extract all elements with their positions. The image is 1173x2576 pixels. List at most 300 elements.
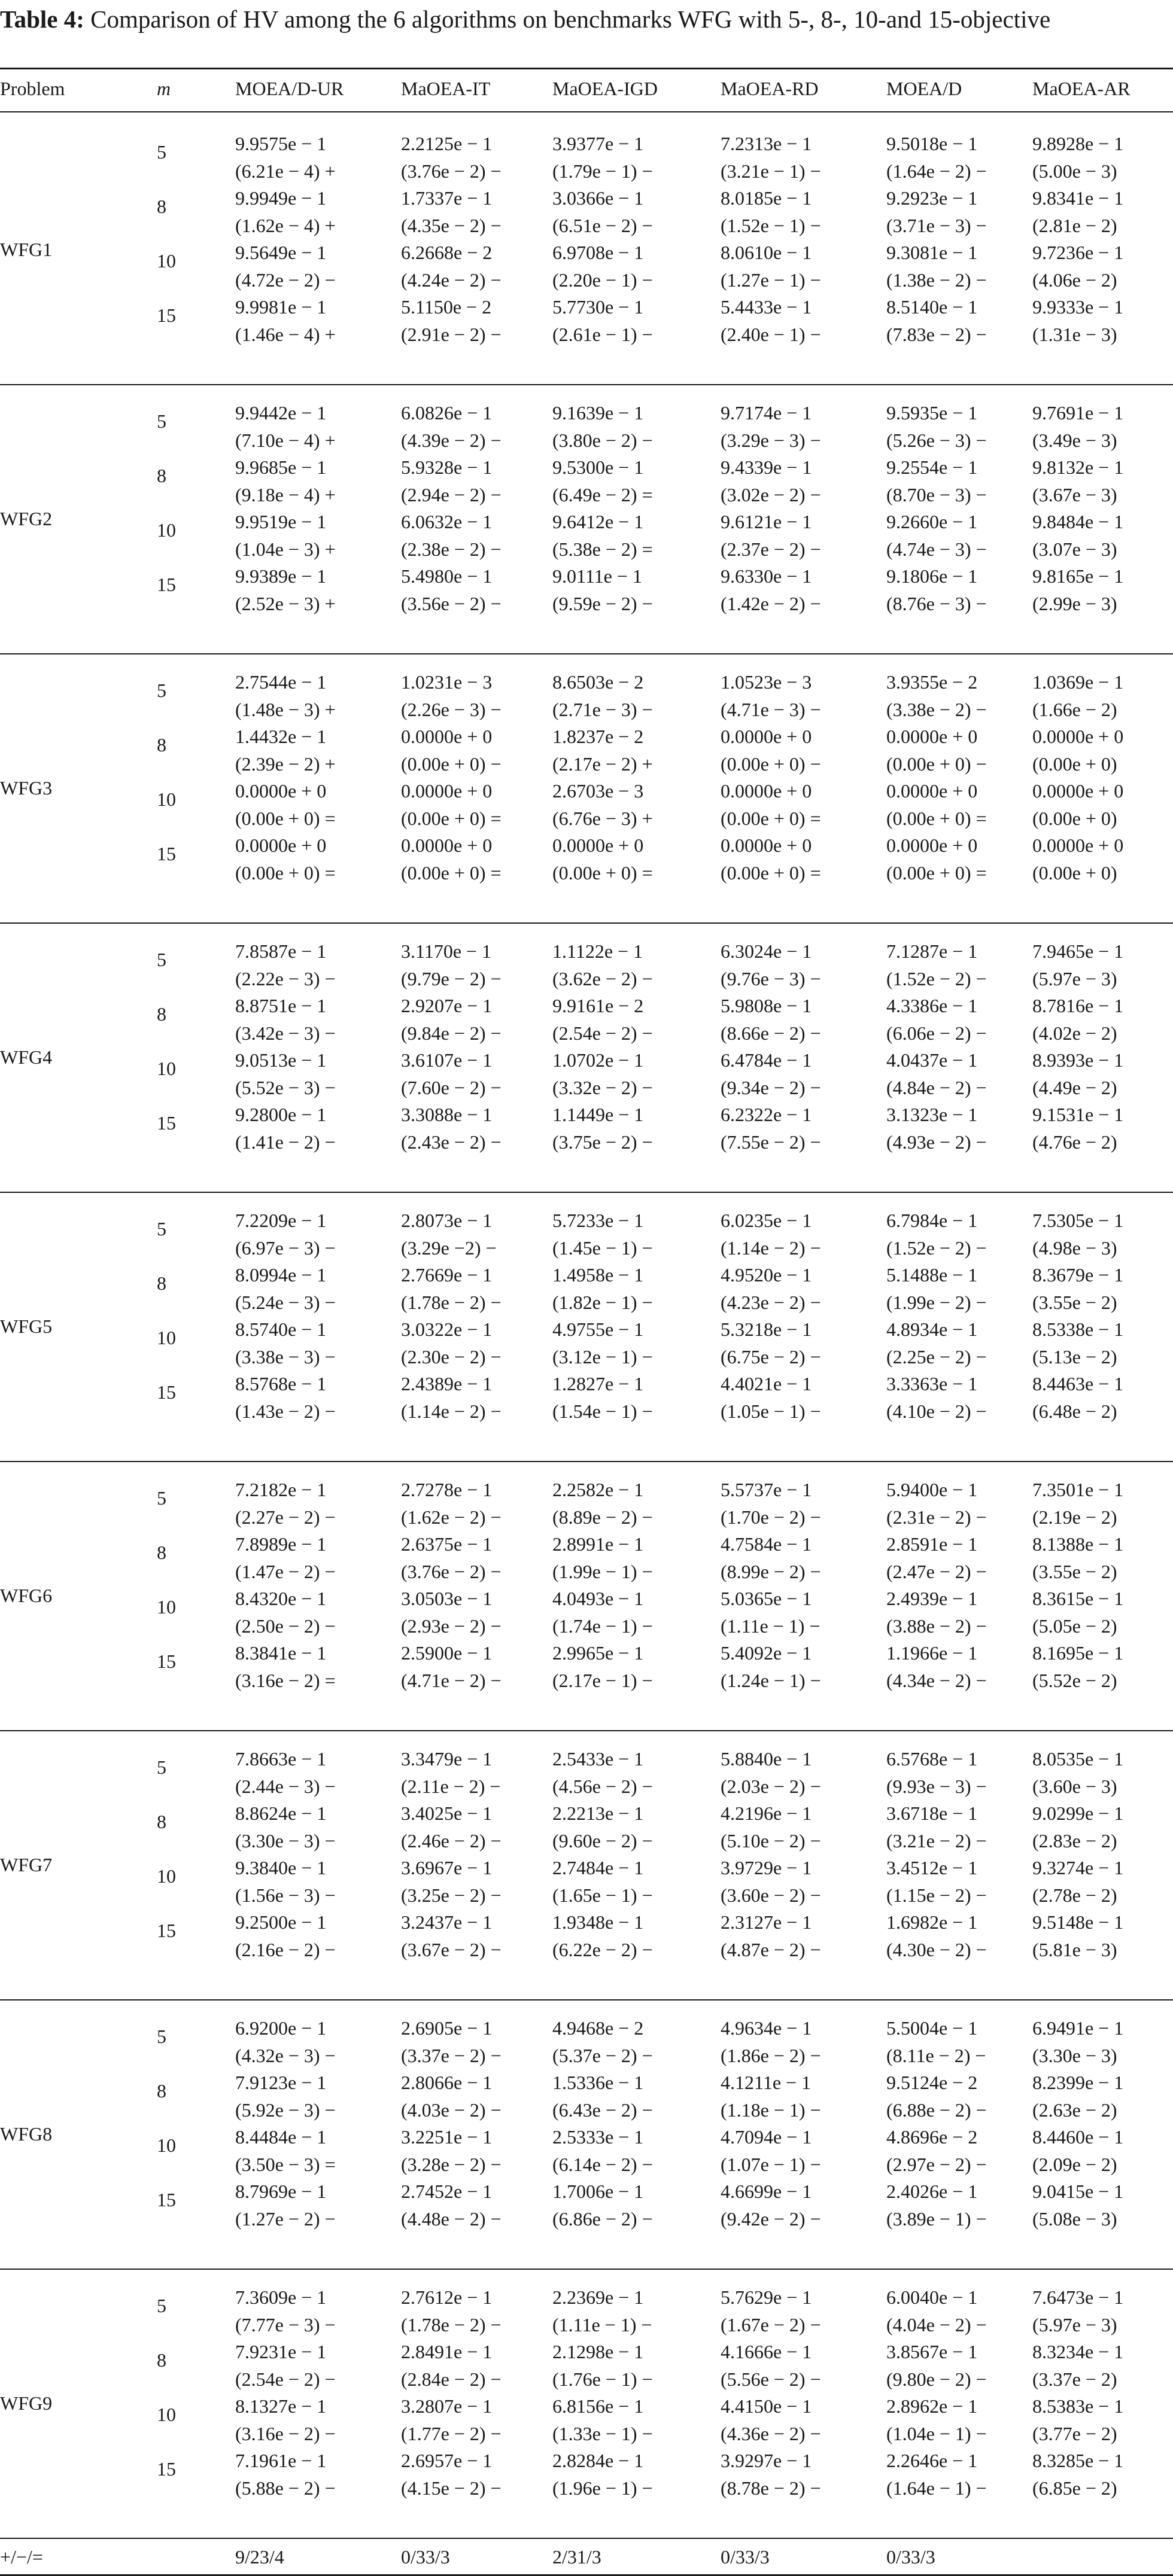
- hv-std: (9.59e − 2) −: [552, 593, 653, 614]
- hv-std: (8.99e − 2) −: [721, 1561, 821, 1582]
- hv-std: (2.30e − 2) −: [401, 1346, 502, 1368]
- hv-std: (2.54e − 2) −: [552, 1022, 653, 1044]
- hv-mean: 3.1170e − 1: [401, 940, 492, 962]
- hv-std: (3.49e − 3): [1032, 430, 1117, 451]
- hv-mean: 4.0493e − 1: [552, 1588, 644, 1609]
- hv-mean: 1.1122e − 1: [552, 940, 643, 962]
- hv-std: (1.77e − 2) −: [401, 2423, 502, 2444]
- hv-std: (1.14e − 2) −: [401, 1400, 502, 1422]
- hv-mean: 6.3024e − 1: [721, 940, 812, 962]
- hv-mean: 9.2923e − 1: [886, 187, 978, 209]
- hv-std: (6.86e − 2) −: [552, 2208, 653, 2230]
- hv-std: (4.56e − 2) −: [552, 1776, 653, 1797]
- hv-mean: 2.2646e − 1: [886, 2450, 978, 2471]
- hv-mean: 2.7452e − 1: [401, 2181, 493, 2202]
- hv-std: (2.19e − 2): [1032, 1506, 1117, 1528]
- hv-std: (2.91e − 2) −: [401, 324, 502, 345]
- hv-std: (3.25e − 2) −: [401, 1884, 502, 1906]
- objective-count: 8: [157, 1542, 166, 1563]
- hv-std: (2.71e − 3) −: [552, 699, 653, 720]
- hv-std: (1.62e − 2) −: [401, 1506, 502, 1528]
- hv-mean: 9.6121e − 1: [721, 511, 812, 532]
- hv-std: (4.98e − 3): [1032, 1237, 1117, 1259]
- hv-mean: 8.7816e − 1: [1032, 995, 1124, 1016]
- hv-std: (3.38e − 2) −: [886, 699, 987, 720]
- hv-std: (1.52e − 2) −: [886, 1237, 987, 1259]
- hv-mean: 9.9981e − 1: [235, 296, 327, 318]
- header-m: m: [157, 78, 171, 99]
- hv-std: (4.23e − 2) −: [721, 1292, 821, 1313]
- hv-mean: 1.8237e − 2: [552, 726, 644, 747]
- hv-mean: 7.2313e − 1: [721, 133, 812, 154]
- hv-std: (3.42e − 3) −: [235, 1022, 336, 1044]
- hv-std: (1.48e − 3) +: [235, 699, 336, 720]
- hv-std: (3.56e − 2) −: [401, 593, 502, 614]
- hv-mean: 9.5649e − 1: [235, 242, 327, 263]
- hv-mean: 2.2125e − 1: [401, 133, 493, 154]
- problem-name: WFG3: [0, 777, 53, 799]
- header-algorithm: MaOEA-RD: [721, 78, 819, 99]
- hv-std: (1.11e − 1) −: [552, 2314, 652, 2336]
- hv-mean: 5.7629e − 1: [721, 2286, 812, 2308]
- hv-mean: 6.5768e − 1: [886, 1748, 978, 1770]
- hv-std: (4.84e − 2) −: [886, 1077, 987, 1098]
- hv-mean: 9.7174e − 1: [721, 402, 812, 424]
- hv-std: (4.24e − 2) −: [401, 269, 502, 291]
- hv-std: (4.87e − 2) −: [721, 1939, 821, 1960]
- hv-mean: 8.4484e − 1: [235, 2126, 327, 2148]
- hv-mean: 2.8284e − 1: [552, 2450, 644, 2471]
- hv-std: (1.24e − 1) −: [721, 1670, 821, 1691]
- hv-std: (4.03e − 2) −: [401, 2099, 502, 2121]
- hv-mean: 6.0040e − 1: [886, 2286, 978, 2308]
- objective-count: 8: [157, 465, 166, 486]
- problem-name: WFG9: [0, 2392, 53, 2414]
- hv-mean: 1.0702e − 1: [552, 1049, 644, 1071]
- hv-std: (8.76e − 3) −: [886, 593, 987, 614]
- hv-std: (5.05e − 2): [1032, 1615, 1117, 1637]
- hv-mean: 8.8624e − 1: [235, 1802, 327, 1824]
- hv-std: (6.88e − 2) −: [886, 2099, 987, 2121]
- hv-mean: 8.4320e − 1: [235, 1588, 327, 1609]
- hv-mean: 7.8989e − 1: [235, 1533, 327, 1555]
- hv-std: (7.10e − 4) +: [235, 430, 336, 451]
- hv-mean: 9.3081e − 1: [886, 242, 978, 263]
- hv-mean: 2.8073e − 1: [401, 1210, 493, 1231]
- hv-mean: 2.2582e − 1: [552, 1479, 644, 1500]
- hv-mean: 2.4389e − 1: [401, 1373, 493, 1394]
- hv-mean: 3.2807e − 1: [401, 2395, 493, 2417]
- hv-std: (1.46e − 4) +: [235, 324, 336, 345]
- problem-name: WFG2: [0, 508, 53, 529]
- hv-mean: 2.8991e − 1: [552, 1533, 644, 1555]
- hv-std: (4.34e − 2) −: [886, 1670, 987, 1691]
- hv-std: (2.03e − 2) −: [721, 1776, 821, 1797]
- hv-std: (3.88e − 2) −: [886, 1615, 987, 1637]
- objective-count: 8: [157, 1272, 166, 1294]
- hv-std: (1.07e − 1) −: [721, 2154, 821, 2175]
- hv-mean: 0.0000e + 0: [235, 780, 327, 802]
- hv-mean: 5.5004e − 1: [886, 2017, 978, 2039]
- hv-std: (1.41e − 2) −: [235, 1131, 336, 1153]
- hv-mean: 3.4512e − 1: [886, 1857, 978, 1878]
- hv-mean: 9.0415e − 1: [1032, 2181, 1124, 2202]
- hv-std: (1.78e − 2) −: [401, 2314, 502, 2336]
- hv-mean: 8.5383e − 1: [1032, 2395, 1124, 2417]
- hv-mean: 5.4433e − 1: [721, 296, 812, 318]
- hv-mean: 4.9468e − 2: [552, 2017, 644, 2039]
- hv-mean: 3.3088e − 1: [401, 1104, 493, 1125]
- hv-std: (9.34e − 2) −: [721, 1077, 821, 1098]
- hv-mean: 9.9575e − 1: [235, 133, 327, 154]
- objective-count: 10: [157, 519, 176, 541]
- hv-std: (3.76e − 2) −: [401, 160, 502, 182]
- hv-std: (3.80e − 2) −: [552, 430, 653, 451]
- header-problem: Problem: [0, 78, 65, 99]
- hv-mean: 5.1488e − 1: [886, 1264, 978, 1286]
- hv-std: (9.42e − 2) −: [721, 2208, 821, 2230]
- hv-std: (0.00e + 0) =: [552, 862, 653, 884]
- hv-std: (3.38e − 3) −: [235, 1346, 336, 1368]
- problem-name: WFG4: [0, 1046, 53, 1068]
- hv-mean: 4.4021e − 1: [721, 1373, 812, 1394]
- objective-count: 15: [157, 574, 176, 595]
- hv-std: (3.60e − 2) −: [721, 1884, 821, 1906]
- hv-std: (3.77e − 2): [1032, 2423, 1117, 2444]
- hv-std: (1.52e − 1) −: [721, 215, 821, 236]
- hv-std: (2.78e − 2): [1032, 1884, 1117, 1906]
- hv-std: (1.14e − 2) −: [721, 1237, 821, 1259]
- hv-mean: 0.0000e + 0: [401, 726, 493, 747]
- hv-std: (5.26e − 3) −: [886, 430, 987, 451]
- header-algorithm: MaOEA-IT: [401, 78, 491, 99]
- header-rule: [0, 111, 1173, 112]
- hv-std: (2.17e − 1) −: [552, 1670, 653, 1691]
- hv-mean: 7.9465e − 1: [1032, 940, 1124, 962]
- hv-std: (0.00e + 0) −: [886, 753, 987, 775]
- objective-count: 15: [157, 1381, 176, 1403]
- hv-mean: 9.3840e − 1: [235, 1857, 327, 1878]
- summary-value: 0/33/3: [886, 2546, 935, 2568]
- hv-mean: 3.9355e − 2: [886, 671, 978, 693]
- hv-std: (8.70e − 3) −: [886, 484, 987, 506]
- objective-count: 15: [157, 1651, 176, 1672]
- hv-mean: 0.0000e + 0: [721, 835, 812, 856]
- hv-std: (3.07e − 3): [1032, 538, 1117, 560]
- hv-std: (1.76e − 1) −: [552, 2368, 653, 2390]
- hv-mean: 8.3285e − 1: [1032, 2450, 1124, 2471]
- hv-std: (6.22e − 2) −: [552, 1939, 653, 1960]
- hv-mean: 1.9348e − 1: [552, 1911, 644, 1933]
- hv-mean: 9.5300e − 1: [552, 456, 644, 478]
- hv-mean: 2.2369e − 1: [552, 2286, 644, 2308]
- hv-mean: 2.3127e − 1: [721, 1911, 812, 1933]
- hv-mean: 4.1666e − 1: [721, 2341, 812, 2362]
- group-separator: [0, 384, 1173, 385]
- hv-mean: 9.8484e − 1: [1032, 511, 1124, 532]
- hv-mean: 5.8840e − 1: [721, 1748, 812, 1770]
- hv-mean: 3.0366e − 1: [552, 187, 644, 209]
- hv-mean: 6.9200e − 1: [235, 2017, 327, 2039]
- objective-count: 15: [157, 1112, 176, 1134]
- objective-count: 8: [157, 2080, 166, 2102]
- hv-std: (9.76e − 3) −: [721, 968, 821, 989]
- hv-std: (8.89e − 2) −: [552, 1506, 653, 1528]
- hv-mean: 7.2209e − 1: [235, 1210, 327, 1231]
- hv-std: (4.93e − 2) −: [886, 1131, 987, 1153]
- hv-mean: 5.4980e − 1: [401, 565, 493, 587]
- objective-count: 15: [157, 2189, 176, 2210]
- hv-mean: 9.2500e − 1: [235, 1911, 327, 1933]
- objective-count: 5: [157, 2295, 166, 2316]
- problem-name: WFG6: [0, 1585, 53, 1606]
- hv-std: (2.47e − 2) −: [886, 1561, 987, 1582]
- hv-mean: 8.0994e − 1: [235, 1264, 327, 1286]
- hv-mean: 8.5740e − 1: [235, 1319, 327, 1340]
- table-caption: [0, 4, 1164, 35]
- hv-mean: 9.6412e − 1: [552, 511, 644, 532]
- hv-std: (3.55e − 2): [1032, 1561, 1117, 1582]
- hv-std: (1.78e − 2) −: [401, 1292, 502, 1313]
- hv-mean: 1.7006e − 1: [552, 2181, 644, 2202]
- hv-mean: 9.5124e − 2: [886, 2072, 978, 2093]
- hv-std: (6.97e − 3) −: [235, 1237, 336, 1259]
- hv-std: (4.35e − 2) −: [401, 215, 502, 236]
- hv-std: (3.16e − 2) =: [235, 1670, 336, 1691]
- hv-mean: 9.4339e − 1: [721, 456, 812, 478]
- hv-mean: 4.7584e − 1: [721, 1533, 812, 1555]
- hv-std: (3.67e − 2) −: [401, 1939, 502, 1960]
- hv-std: (2.39e − 2) +: [235, 753, 336, 775]
- hv-mean: 6.4784e − 1: [721, 1049, 812, 1071]
- objective-count: 8: [157, 2349, 166, 2371]
- hv-std: (2.22e − 3) −: [235, 968, 336, 989]
- hv-mean: 7.5305e − 1: [1032, 1210, 1124, 1231]
- hv-mean: 6.2668e − 2: [401, 242, 493, 263]
- hv-std: (2.31e − 2) −: [886, 1506, 987, 1528]
- hv-mean: 3.8567e − 1: [886, 2341, 978, 2362]
- objective-count: 10: [157, 1327, 176, 1348]
- hv-std: (5.10e − 2) −: [721, 1830, 821, 1852]
- hv-mean: 9.8132e − 1: [1032, 456, 1124, 478]
- hv-mean: 2.7544e − 1: [235, 671, 327, 693]
- hv-mean: 2.2213e − 1: [552, 1802, 644, 1824]
- hv-std: (9.60e − 2) −: [552, 1830, 653, 1852]
- hv-mean: 5.7730e − 1: [552, 296, 644, 318]
- hv-mean: 0.0000e + 0: [886, 780, 978, 802]
- hv-std: (3.12e − 1) −: [552, 1346, 653, 1368]
- hv-std: (0.00e + 0) −: [721, 753, 821, 775]
- hv-std: (3.29e − 3) −: [721, 430, 821, 451]
- hv-std: (1.04e − 1) −: [886, 2423, 987, 2444]
- hv-std: (1.43e − 2) −: [235, 1400, 336, 1422]
- hv-mean: 7.3609e − 1: [235, 2286, 327, 2308]
- hv-std: (2.81e − 2): [1032, 215, 1117, 236]
- hv-std: (4.15e − 2) −: [401, 2477, 502, 2499]
- hv-mean: 7.6473e − 1: [1032, 2286, 1124, 2308]
- hv-mean: 3.6107e − 1: [401, 1049, 493, 1071]
- hv-mean: 9.0513e − 1: [235, 1049, 327, 1071]
- group-separator: [0, 1730, 1173, 1731]
- hv-std: (2.63e − 2): [1032, 2099, 1117, 2121]
- hv-mean: 9.2660e − 1: [886, 511, 978, 532]
- hv-std: (1.79e − 1) −: [552, 160, 653, 182]
- hv-mean: 0.0000e + 0: [401, 835, 493, 856]
- hv-std: (1.18e − 1) −: [721, 2099, 821, 2121]
- hv-std: (0.00e + 0) =: [721, 862, 821, 884]
- objective-count: 5: [157, 2026, 166, 2047]
- hv-mean: 9.7691e − 1: [1032, 402, 1124, 424]
- hv-mean: 1.0369e − 1: [1032, 671, 1124, 693]
- objective-count: 15: [157, 1920, 176, 1941]
- hv-mean: 2.7484e − 1: [552, 1857, 644, 1878]
- hv-std: (8.78e − 2) −: [721, 2477, 821, 2499]
- hv-std: (2.43e − 2) −: [401, 1131, 502, 1153]
- hv-std: (1.64e − 2) −: [886, 160, 987, 182]
- hv-mean: 4.2196e − 1: [721, 1802, 812, 1824]
- hv-mean: 8.6503e − 2: [552, 671, 644, 693]
- hv-std: (5.52e − 3) −: [235, 1077, 336, 1098]
- hv-mean: 8.4460e − 1: [1032, 2126, 1124, 2148]
- hv-std: (3.29e −2) −: [401, 1237, 497, 1259]
- hv-std: (1.64e − 1) −: [886, 2477, 987, 2499]
- hv-std: (3.02e − 2) −: [721, 484, 821, 506]
- hv-std: (3.60e − 3): [1032, 1776, 1117, 1797]
- hv-std: (3.16e − 2) −: [235, 2423, 336, 2444]
- hv-mean: 5.0365e − 1: [721, 1588, 812, 1609]
- hv-std: (1.33e − 1) −: [552, 2423, 653, 2444]
- hv-std: (4.10e − 2) −: [886, 1400, 987, 1422]
- hv-mean: 8.1695e − 1: [1032, 1642, 1124, 1664]
- hv-mean: 9.9161e − 2: [552, 995, 644, 1016]
- hv-mean: 2.5433e − 1: [552, 1748, 644, 1770]
- hv-mean: 3.2437e − 1: [401, 1911, 493, 1933]
- hv-std: (6.76e − 3) +: [552, 808, 653, 829]
- hv-std: (1.99e − 1) −: [552, 1561, 653, 1582]
- hv-mean: 7.8587e − 1: [235, 940, 327, 962]
- objective-count: 8: [157, 196, 166, 217]
- table-label: Table 4:: [0, 5, 84, 33]
- hv-std: (4.76e − 2): [1032, 1131, 1117, 1153]
- objective-count: 5: [157, 141, 166, 163]
- hv-mean: 6.0826e − 1: [401, 402, 493, 424]
- hv-mean: 2.6703e − 3: [552, 780, 644, 802]
- hv-mean: 0.0000e + 0: [1032, 726, 1124, 747]
- hv-std: (5.38e − 2) =: [552, 538, 653, 560]
- hv-mean: 5.9400e − 1: [886, 1479, 978, 1500]
- hv-std: (1.45e − 1) −: [552, 1237, 653, 1259]
- hv-mean: 1.0523e − 3: [721, 671, 812, 693]
- objective-count: 8: [157, 1811, 166, 1832]
- hv-std: (2.26e − 3) −: [401, 699, 502, 720]
- hv-std: (1.66e − 2): [1032, 699, 1117, 720]
- hv-mean: 4.4150e − 1: [721, 2395, 812, 2417]
- hv-std: (1.67e − 2) −: [721, 2314, 821, 2336]
- hv-mean: 6.9491e − 1: [1032, 2017, 1124, 2039]
- hv-std: (3.71e − 3) −: [886, 215, 987, 236]
- hv-mean: 3.1323e − 1: [886, 1104, 978, 1125]
- hv-mean: 2.5333e − 1: [552, 2126, 644, 2148]
- hv-std: (5.88e − 2) −: [235, 2477, 336, 2499]
- header-algorithm: MaOEA-AR: [1032, 78, 1131, 99]
- hv-std: (1.54e − 1) −: [552, 1400, 653, 1422]
- hv-std: (1.52e − 2) −: [886, 968, 987, 989]
- hv-mean: 9.9333e − 1: [1032, 296, 1124, 318]
- hv-mean: 3.6718e − 1: [886, 1802, 978, 1824]
- hv-mean: 3.0503e − 1: [401, 1588, 493, 1609]
- hv-std: (6.48e − 2): [1032, 1400, 1117, 1422]
- hv-mean: 4.3386e − 1: [886, 995, 978, 1016]
- problem-name: WFG1: [0, 239, 53, 260]
- hv-std: (0.00e + 0) =: [721, 808, 821, 829]
- hv-std: (4.74e − 3) −: [886, 538, 987, 560]
- hv-mean: 0.0000e + 0: [721, 726, 812, 747]
- hv-std: (3.21e − 1) −: [721, 160, 821, 182]
- hv-mean: 6.2322e − 1: [721, 1104, 812, 1125]
- hv-std: (1.70e − 2) −: [721, 1506, 821, 1528]
- hv-std: (0.00e + 0): [1032, 808, 1117, 829]
- hv-std: (2.17e − 2) +: [552, 753, 653, 775]
- hv-mean: 9.5148e − 1: [1032, 1911, 1124, 1933]
- hv-std: (0.00e + 0) =: [886, 808, 987, 829]
- hv-std: (5.97e − 3): [1032, 2314, 1117, 2336]
- hv-std: (4.04e − 2) −: [886, 2314, 987, 2336]
- objective-count: 5: [157, 949, 166, 970]
- hv-std: (2.40e − 1) −: [721, 324, 821, 345]
- hv-std: (4.30e − 2) −: [886, 1939, 987, 1960]
- caption-text: Comparison of HV among the 6 algorithms on benchmarks WFG with 5-, 8-, 10-and 15-objective: [90, 5, 1051, 33]
- hv-mean: 2.6375e − 1: [401, 1533, 493, 1555]
- hv-mean: 5.4092e − 1: [721, 1642, 812, 1664]
- hv-std: (1.27e − 2) −: [235, 2208, 336, 2230]
- hv-mean: 8.3679e − 1: [1032, 1264, 1124, 1286]
- hv-std: (2.38e − 2) −: [401, 538, 502, 560]
- hv-mean: 1.4432e − 1: [235, 726, 327, 747]
- hv-std: (0.00e + 0) =: [401, 862, 502, 884]
- hv-mean: 0.0000e + 0: [401, 780, 493, 802]
- hv-mean: 2.8591e − 1: [886, 1533, 978, 1555]
- hv-mean: 2.1298e − 1: [552, 2341, 644, 2362]
- hv-mean: 5.1150e − 2: [401, 296, 492, 318]
- hv-mean: 2.6905e − 1: [401, 2017, 493, 2039]
- hv-mean: 0.0000e + 0: [235, 835, 327, 856]
- hv-mean: 2.9965e − 1: [552, 1642, 644, 1664]
- hv-std: (5.56e − 2) −: [721, 2368, 821, 2390]
- hv-mean: 2.9207e − 1: [401, 995, 493, 1016]
- objective-count: 8: [157, 734, 166, 756]
- hv-mean: 4.8696e − 2: [886, 2126, 978, 2148]
- hv-std: (3.75e − 2) −: [552, 1131, 653, 1153]
- hv-mean: 4.9755e − 1: [552, 1319, 644, 1340]
- hv-mean: 3.3363e − 1: [886, 1373, 978, 1394]
- hv-mean: 0.0000e + 0: [552, 835, 644, 856]
- objective-count: 10: [157, 250, 176, 272]
- objective-count: 15: [157, 843, 176, 864]
- hv-mean: 5.9328e − 1: [401, 456, 493, 478]
- hv-mean: 3.0322e − 1: [401, 1319, 493, 1340]
- summary-value: 2/31/3: [552, 2546, 601, 2568]
- hv-mean: 8.0535e − 1: [1032, 1748, 1124, 1770]
- hv-std: (1.31e − 3): [1032, 324, 1117, 345]
- hv-std: (2.09e − 2): [1032, 2154, 1117, 2175]
- hv-mean: 5.9808e − 1: [721, 995, 812, 1016]
- hv-std: (3.37e − 2) −: [401, 2045, 502, 2066]
- hv-mean: 6.8156e − 1: [552, 2395, 644, 2417]
- objective-count: 5: [157, 1218, 166, 1240]
- hv-mean: 3.9729e − 1: [721, 1857, 812, 1878]
- hv-std: (8.66e − 2) −: [721, 1022, 821, 1044]
- hv-mean: 6.9708e − 1: [552, 242, 644, 263]
